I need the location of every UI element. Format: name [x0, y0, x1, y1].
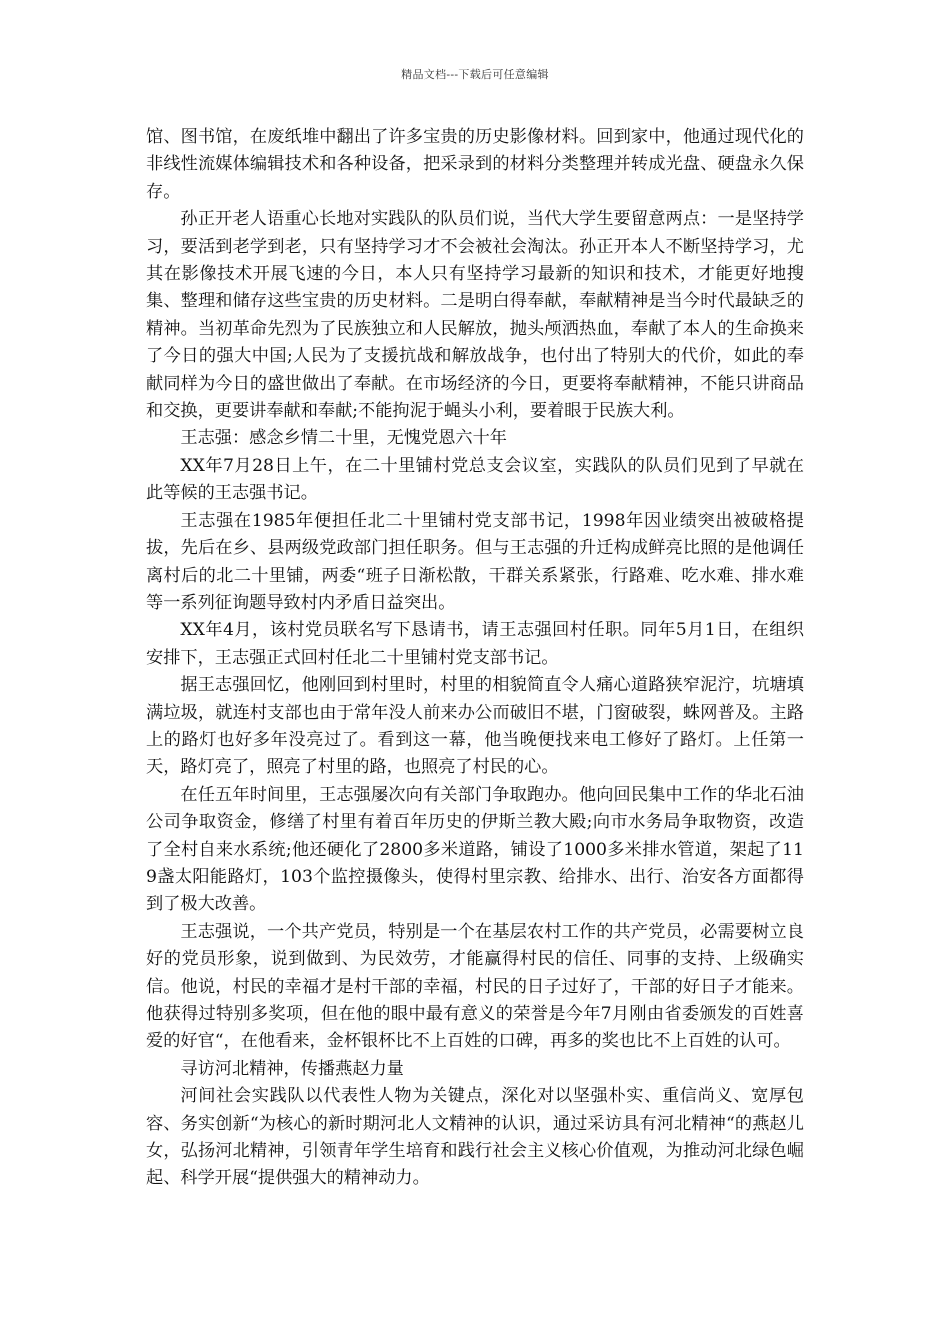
- paragraph-return: XX年4月，该村党员联名写下恳请书，请王志强回村任职。同年5月1日，在组织安排下，王志强正式回村任北二十里铺村党支部书记。: [146, 620, 804, 668]
- paragraph-continuation: 馆、图书馆，在废纸堆中翻出了许多宝贵的历史影像材料。回到家中，他通过现代化的非线性流媒体编辑技术和各种设备，把采录到的材料分类整理并转成光盘、硬盘永久保存。: [146, 127, 804, 202]
- paragraph-recollection: 据王志强回忆，他刚回到村里时，村里的相貌简直令人痛心道路狭窄泥泞，坑塘填满垃圾，就连村支部也由于常年没人前来办公而破旧不堪，门窗破裂，蛛网普及。主路上的路灯也好多年没亮过了。看到这一幕，他当晚便找来电工修好了路灯。上任第一天，路灯亮了，照亮了村里的路，也照亮了村民的心。: [146, 675, 804, 778]
- document-body: [146, 124, 804, 1193]
- paragraph-sun-zhengkai-advice: 孙正开老人语重心长地对实践队的队员们说，当代大学生要留意两点：一是坚持学习，要活到老学到老，只有坚持学习才不会被社会淘汰。孙正开本人不断坚持学习，尤其在影像技术开展飞速的今日，本人只有坚持学习最新的知识和技术，才能更好地搜集、整理和储存这些宝贵的历史材料。二是明白得奉献，奉献精神是当今时代最缺乏的精神。当初革命先烈为了民族独立和人民解放，抛头颅洒热血，奉献了本人的生命换来了今日的强大中国;人民为了支援抗战和解放战争，也付出了特别大的代价，如此的奉献同样为今日的盛世做出了奉献。在市场经济的今日，更要将奉献精神，不能只讲商品和交换，更要讲奉献和奉献;不能拘泥于蝇头小利，要着眼于民族大利。: [146, 209, 804, 422]
- paragraph-party-member: 王志强说，一个共产党员，特别是一个在基层农村工作的共产党员，必需要树立良好的党员形象，说到做到、为民效劳，才能赢得村民的信任、同事的支持、上级确实信。他说，村民的幸福才是村干部的幸福，村民的日子过好了，干部的好日子才能来。他获得过特别多奖项，但在他的眼中最有意义的荣誉是今年7月刚由省委颁发的百姓喜爱的好官“，在他看来，金杯银杯比不上百姓的口碑，再多的奖也比不上百姓的认可。: [146, 921, 804, 1052]
- paragraph-background: 王志强在1985年便担任北二十里铺村党支部书记，1998年因业绩突出被破格提拔，先后在乡、县两级党政部门担任职务。但与王志强的升迁构成鲜亮比照的是他调任离村后的北二十里铺，两委“班子日渐松散，干群关系紧张，行路难、吃水难、排水难等一系列征询题导致村内矛盾日益突出。: [146, 510, 804, 613]
- section-heading-hebei-spirit: 寻访河北精神，传播燕赵力量: [180, 1058, 404, 1079]
- paragraph-conclusion: 河间社会实践队以代表性人物为关键点，深化对以坚强朴实、重信尚义、宽厚包容、务实创新“为核心的新时期河北人文精神的认识，通过采访具有河北精神“的燕赵儿女，弘扬河北精神，引领青年学生培育和践行社会主义核心价值观，为推动河北绿色崛起、科学开展“提供强大的精神动力。: [146, 1086, 804, 1189]
- page-header: 精品文档---下载后可任意编辑: [401, 68, 549, 81]
- section-heading-wang-zhiqiang: 王志强：感念乡情二十里，无愧党恩六十年: [180, 428, 507, 449]
- paragraph-meeting: XX年7月28日上午，在二十里铺村党总支会议室，实践队的队员们见到了早就在此等候的王志强书记。: [146, 455, 804, 504]
- paragraph-achievements: 在任五年时间里，王志强屡次向有关部门争取跑办。他向回民集中工作的华北石油公司争取资金，修缮了村里有着百年历史的伊斯兰教大殿;向市水务局争取物资，改造了全村自来水系统;他还硬化了2800多米道路，铺设了1000多米排水管道，架起了119盏太阳能路灯，103个监控摄像头，使得村里宗教、给排水、出行、治安各方面都得到了极大改善。: [146, 784, 804, 915]
